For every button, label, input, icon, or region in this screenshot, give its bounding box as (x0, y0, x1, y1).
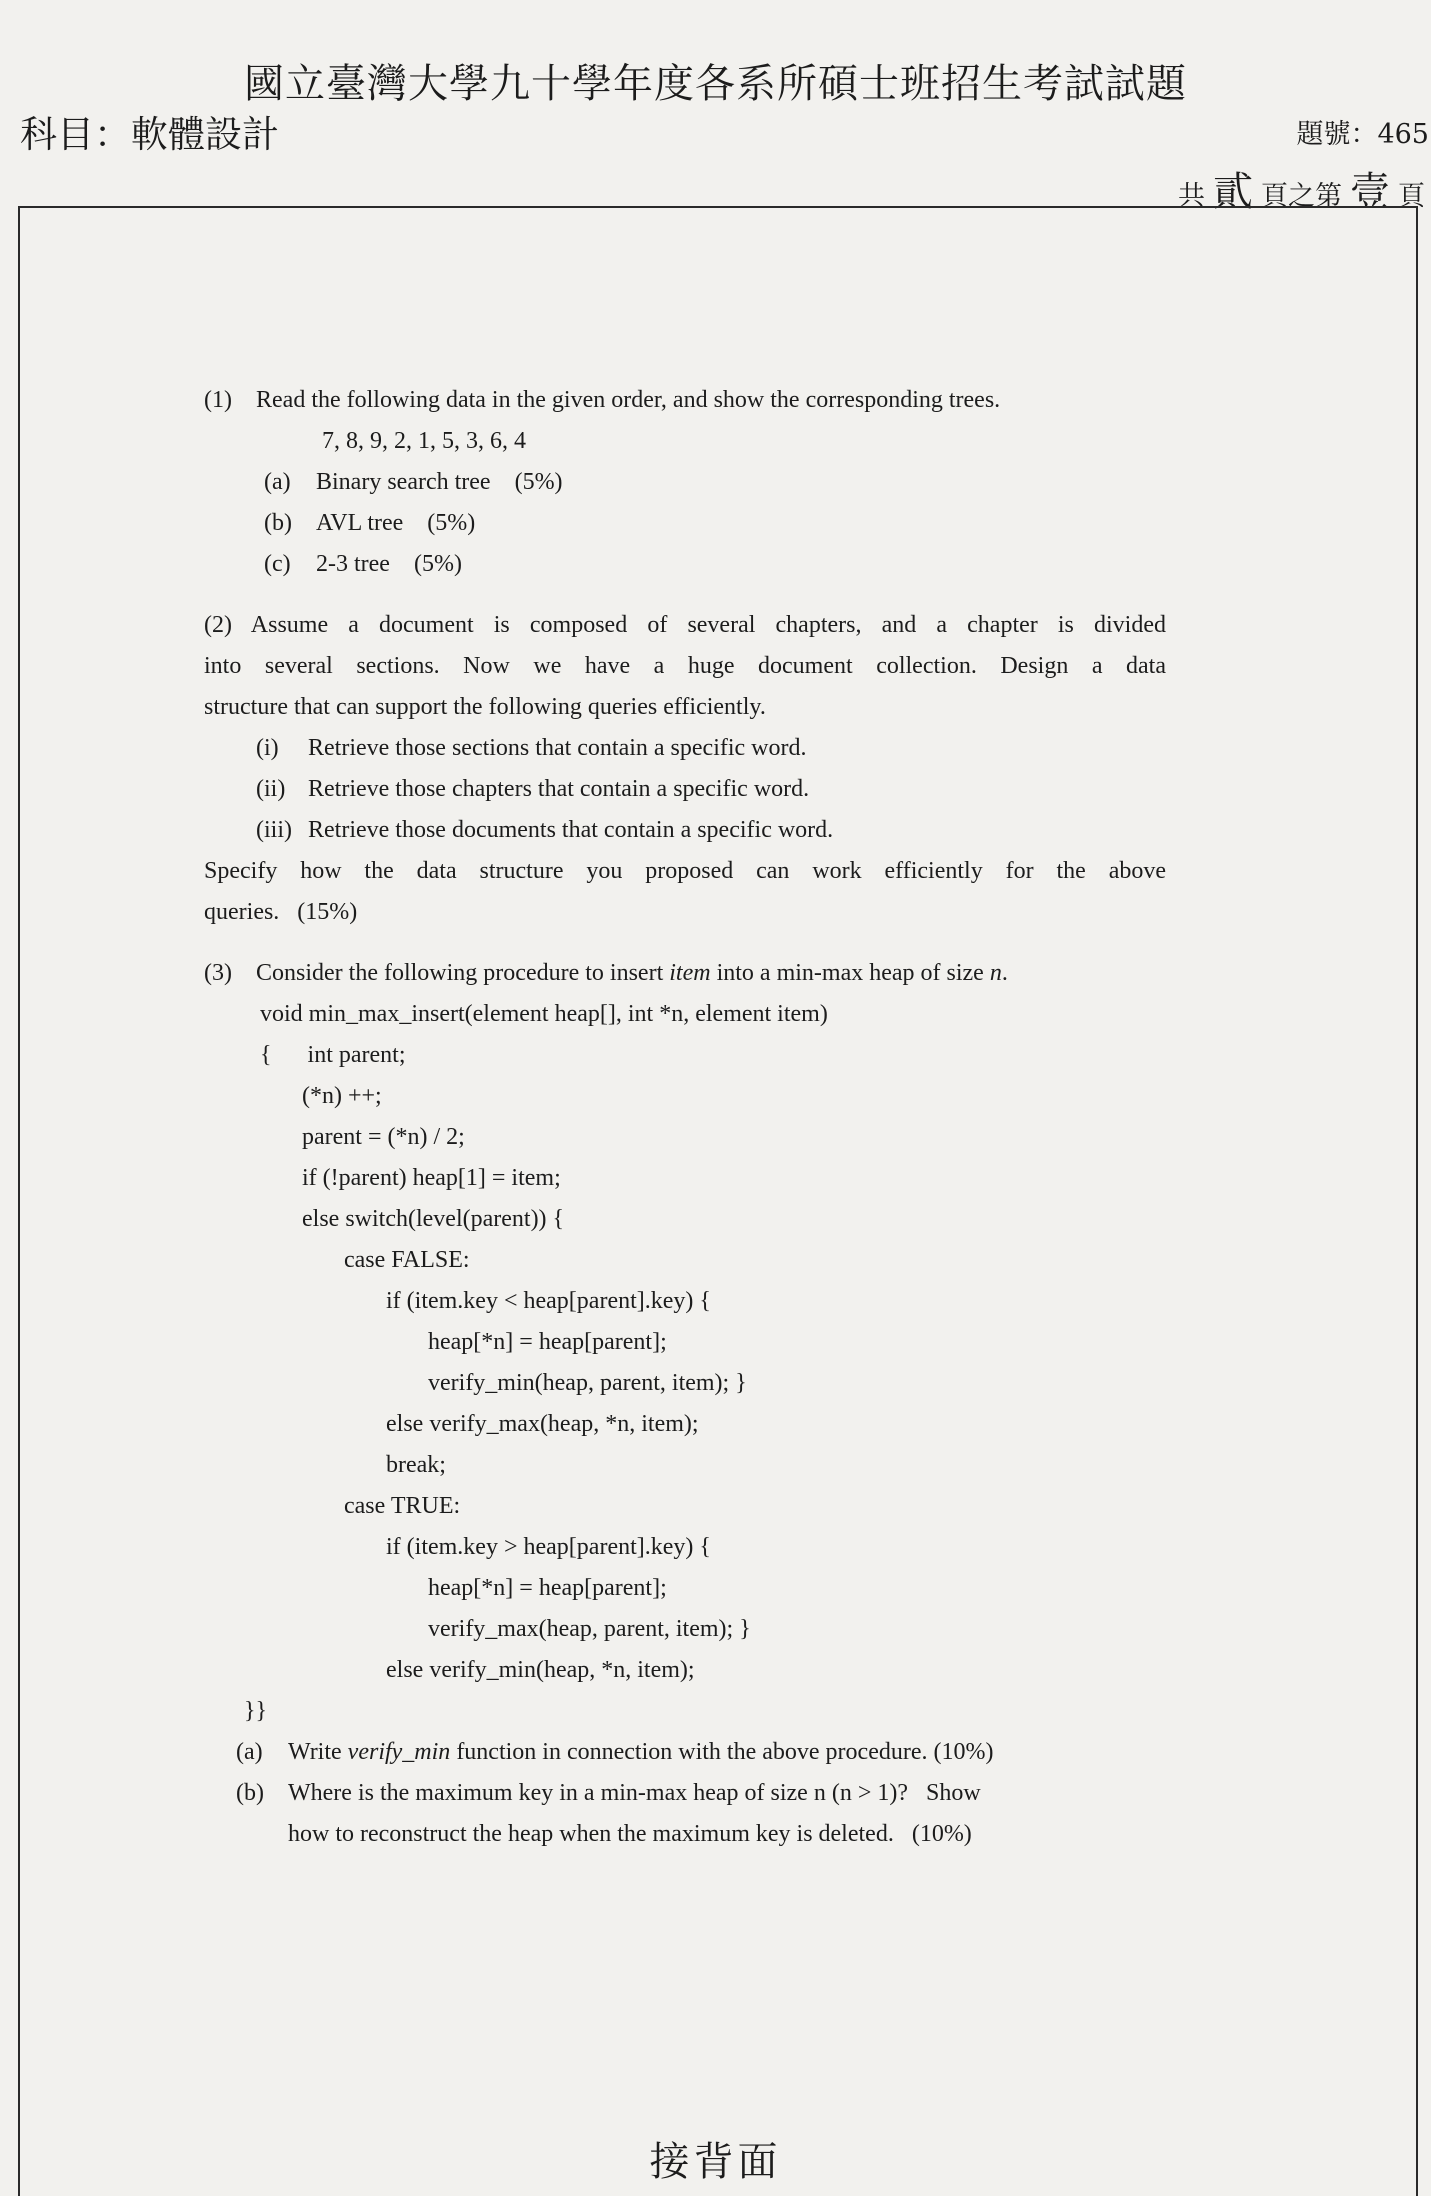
code-line: void min_max_insert(element heap[], int *n, element item) (260, 1001, 828, 1027)
q2-item-ii (204, 769, 1166, 810)
q1-data: 7, 8, 9, 2, 1, 5, 3, 6, 4 (322, 428, 526, 454)
q2-spec-1: Specify how the data structure you proposed can work efficiently for the above (204, 858, 1166, 884)
q2-item-iii-text: Retrieve those documents that contain a specific word. (308, 817, 834, 843)
code-line: (*n) ++; (260, 1083, 382, 1109)
code-line: verify_min(heap, parent, item); } (260, 1370, 747, 1396)
q1-item-b-text: AVL tree (5%) (316, 510, 476, 536)
q1-item-a-text: Binary search tree (5%) (316, 469, 563, 495)
pages-suffix: 頁 (1398, 181, 1425, 212)
exam-title: 國立臺灣大學九十學年度各系所碩士班招生考試試題 (244, 61, 1187, 107)
q2-line-1: (2) Assume a document is composed of several chapters, and a chapter is divided (204, 612, 1166, 638)
code-line: else verify_min(heap, *n, item); (260, 1657, 695, 1683)
q3-item-a-text (288, 1732, 993, 1773)
code-line: verify_max(heap, parent, item); } (260, 1616, 751, 1642)
q3-item-a-label: (a) (236, 1739, 263, 1765)
q3-intro-n: n (989, 960, 1002, 986)
q3-a-post: function in connection with the above procedure. (10%) (450, 1739, 994, 1765)
q2-item-i-label: (i) (256, 735, 279, 761)
q3-item-b (204, 1773, 1166, 1855)
q3-b-line-2: how to reconstruct the heap when the maximum key is deleted. (10%) (288, 1821, 972, 1847)
q2-item-iii (204, 810, 1166, 851)
q1-text: Read the following data in the given order, and show the corresponding trees. (256, 387, 1001, 413)
q2-item-ii-label: (ii) (256, 776, 286, 802)
q2-line-2: into several sections. Now we have a huge document collection. Design a data (204, 653, 1166, 679)
code-line: { int parent; (260, 1042, 406, 1068)
q3-b-line-1: Where is the maximum key in a min-max heap of size n (n > 1)? Show (288, 1780, 981, 1806)
q3-intro-item: item (669, 960, 711, 986)
code-line: parent = (*n) / 2; (260, 1124, 465, 1150)
pages-prefix: 共 (1178, 181, 1205, 212)
q2-item-iii-label: (iii) (256, 817, 292, 843)
q3-prompt (204, 953, 1166, 994)
q1-item-b-label: (b) (264, 510, 292, 536)
code-line: }} (244, 1698, 268, 1724)
code-line: if (!parent) heap[1] = item; (260, 1165, 561, 1191)
q1-item-c-label: (c) (264, 551, 291, 577)
q2-item-i (204, 728, 1166, 769)
q1-item-c (204, 544, 1166, 585)
code-line: heap[*n] = heap[parent]; (260, 1329, 667, 1355)
code-line: if (item.key < heap[parent].key) { (260, 1288, 711, 1314)
q3-item-b-text (288, 1773, 981, 1855)
pages-current: 壹 (1350, 169, 1390, 215)
continue-on-back: 接背面 (649, 2139, 782, 2185)
q3-item-a (204, 1732, 1166, 1773)
q3-item-b-label: (b) (236, 1780, 264, 1806)
q2-item-ii-text: Retrieve those chapters that contain a specific word. (308, 776, 810, 802)
q1-number: (1) (204, 387, 232, 413)
q1-prompt (204, 380, 1166, 421)
q3-intro-end: . (1001, 960, 1008, 986)
q3-intro (256, 953, 1008, 994)
q3-a-fn: verify_min (347, 1739, 451, 1765)
q2-item-i-text: Retrieve those sections that contain a specific word. (308, 735, 807, 761)
code-line: if (item.key > heap[parent].key) { (260, 1534, 711, 1560)
pages-middle: 頁之第 (1261, 181, 1342, 212)
q1-item-a (204, 462, 1166, 503)
question-number: 題號：465 (1296, 119, 1429, 150)
q3-number: (3) (204, 960, 232, 986)
q1-item-a-label: (a) (264, 469, 291, 495)
q1-item-b (204, 503, 1166, 544)
code-line: else switch(level(parent)) { (260, 1206, 565, 1232)
q3-code-block (204, 994, 1166, 1732)
pages-total: 貳 (1213, 169, 1253, 215)
code-line: case TRUE: (260, 1493, 461, 1519)
q2-spec-2: queries. (15%) (204, 899, 358, 925)
code-line: case FALSE: (260, 1247, 470, 1273)
exam-content (204, 380, 1166, 1855)
code-line: break; (260, 1452, 446, 1478)
q3-a-pre: Write (288, 1739, 348, 1765)
q1-item-c-text: 2-3 tree (5%) (316, 551, 462, 577)
subject-label: 科目：軟體設計 (20, 113, 279, 156)
code-line: heap[*n] = heap[parent]; (260, 1575, 667, 1601)
q2-line-3: structure that can support the following queries efficiently. (204, 694, 766, 720)
code-line: else verify_max(heap, *n, item); (260, 1411, 699, 1437)
q3-intro-mid: into a min-max heap of size (710, 960, 990, 986)
q3-intro-pre: Consider the following procedure to insert (256, 960, 670, 986)
